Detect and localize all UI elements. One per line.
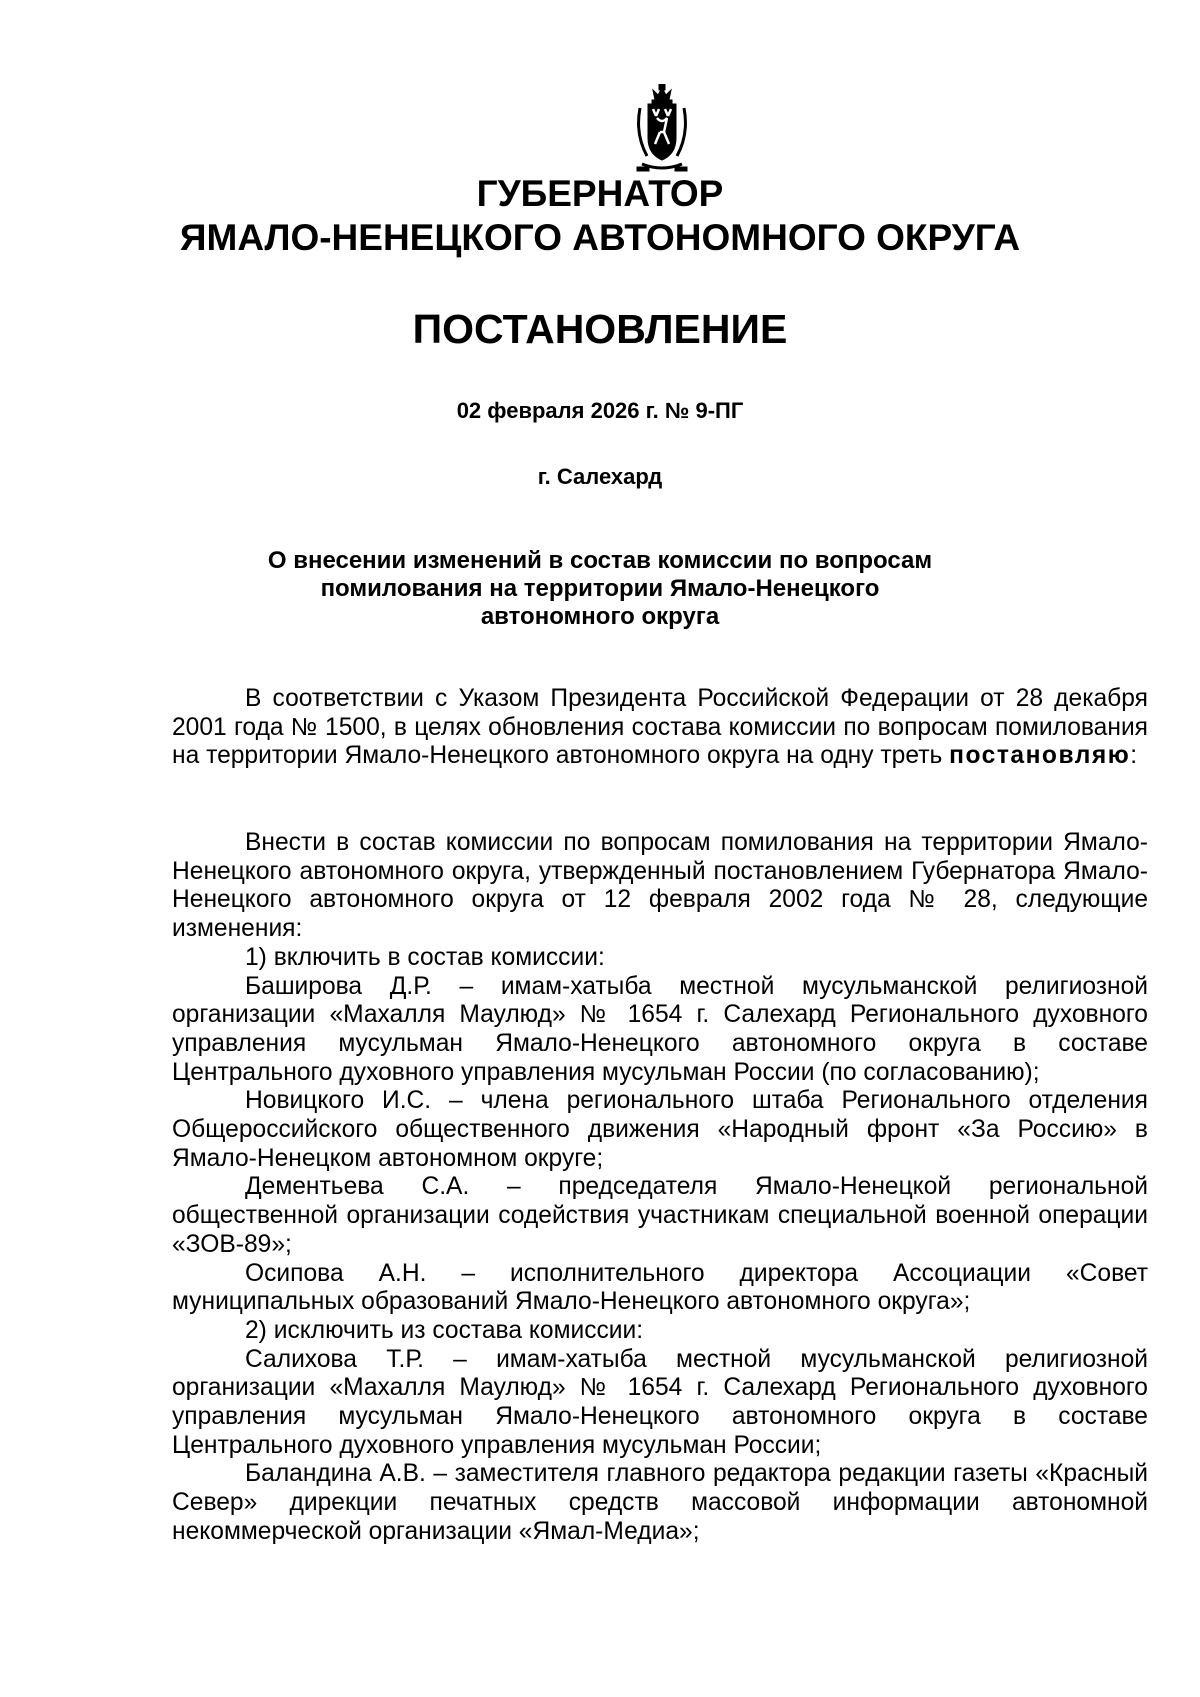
removed-member-2: Баландина А.В. – заместителя главного редактора редакции газеты «Красный Север» дирекции печатных средств массовой информации автономной некоммерческой организации «Ямал-Медиа»; [172,1460,1148,1545]
added-member-3: Дементьева С.А. – председателя Ямало-Ненецкой региональной общественной организации содействия участникам специальной военной операции «ЗОВ-89»; [172,1173,1148,1258]
governor-title: ГУБЕРНАТОР [476,173,724,214]
preamble-paragraph [172,685,1148,771]
decree-word: постановляю [949,742,1131,770]
region-title: ЯМАЛО-НЕНЕЦКОГО АВТОНОМНОГО ОКРУГА [179,217,1021,258]
added-member-4: Осипова А.Н. – исполнительного директора Ассоциации «Совет муниципальных образований Ямало-Ненецкого автономного округа»; [172,1259,1148,1316]
body-intro: Внести в состав комиссии по вопросам помилования на территории Ямало-Ненецкого автономного округа, утвержденный постановлением Губернатора Ямало-Ненецкого автономного округа от 12 февраля 2002 года № 28, следующие изменения: [172,829,1148,943]
item-2-heading: 2) исключить из состава комиссии: [245,1316,644,1344]
removed-member-1: Салихова Т.Р. – имам-хатыба местной мусульманской религиозной организации «Махалля Маулюд» № 1654 г. Салехард Регионального духовного управления мусульман Ямало-Ненецкого автономного округа в составе Центрального духовного управления мусульман России; [172,1345,1148,1459]
preamble-text: В соответствии с Указом Президента Российской Федерации от 28 декабря 2001 года № 1500, в целях обновления состава комиссии по вопросам помилования на территории Ямало-Ненецкого автономного округа на одну треть [172,685,1148,770]
preamble-tail: : [1130,742,1138,770]
document-type-title: ПОСТАНОВЛЕНИЕ [412,306,788,352]
document-city: г. Салехард [537,464,663,489]
decree-body [172,829,1148,1547]
subject-line-2: помилования на территории Ямало-Ненецкого [320,575,880,602]
added-member-2: Новицкого И.С. – члена регионального штаба Регионального отделения Общероссийского общественного движения «Народный фронт «За Россию» в Ямало-Ненецком автономном округе; [172,1087,1148,1172]
coat-of-arms-emblem [633,84,691,176]
document-subject [0,547,1200,631]
added-member-1: Баширова Д.Р. – имам-хатыба местной мусульманской религиозной организации «Махалля Маулюд» № 1654 г. Салехард Регионального духовного управления мусульман Ямало-Ненецкого автономного округа в составе Центрального духовного управления мусульман России (по согласованию); [172,972,1148,1086]
subject-line-1: О внесении изменений в состав комиссии по вопросам [267,547,933,574]
item-1-heading: 1) включить в состав комиссии: [245,943,605,971]
preamble-block [172,685,1148,771]
subject-line-3: автономного округа [480,603,720,630]
document-date-number: 02 февраля 2026 г. № 9-ПГ [456,398,744,423]
